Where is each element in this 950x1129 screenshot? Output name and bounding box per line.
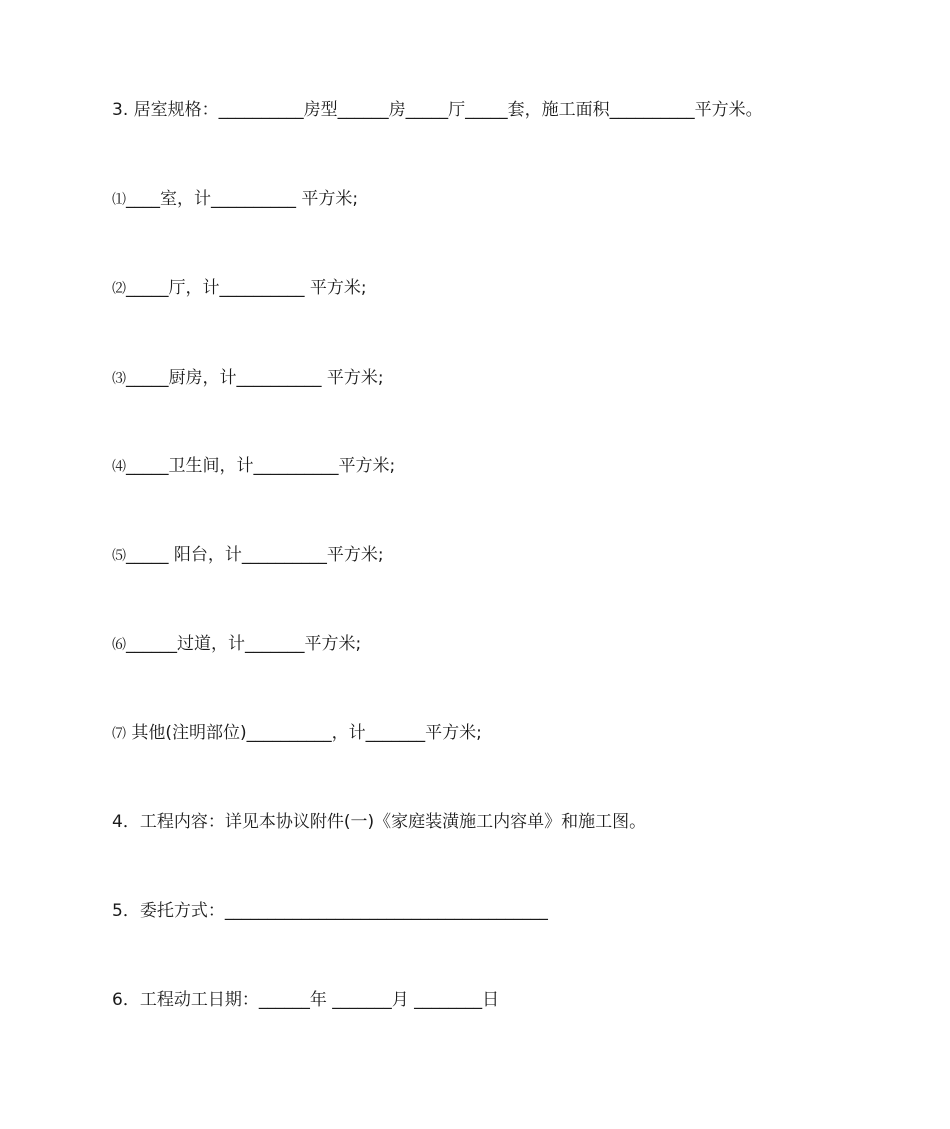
item-text: ____室，计__________ 平方米; bbox=[126, 189, 359, 209]
item-number: ⑴ bbox=[112, 192, 126, 208]
item-number: ⑺ bbox=[112, 726, 126, 742]
room-item-7 bbox=[112, 722, 482, 744]
commission-method-line bbox=[112, 900, 548, 922]
item-text: _____厅，计__________ 平方米; bbox=[126, 278, 367, 298]
project-content-text: 4．工程内容：详见本协议附件(一)《家庭装潢施工内容单》和施工图。 bbox=[112, 812, 647, 832]
project-content-line bbox=[112, 811, 646, 833]
item-text: _____ 阳台，计__________平方米; bbox=[126, 545, 384, 565]
item-text: _____厨房，计__________ 平方米; bbox=[126, 368, 384, 388]
room-item-5 bbox=[112, 544, 384, 566]
room-item-4 bbox=[112, 455, 395, 477]
item-number: ⑷ bbox=[112, 459, 126, 475]
item-number: ⑹ bbox=[112, 637, 126, 653]
start-date-text: 6．工程动工日期：______年 _______月 ________日 bbox=[112, 990, 500, 1010]
item-number: ⑵ bbox=[112, 281, 126, 297]
room-spec-text: 3. 居室规格：__________房型______房_____厅_____套，施工面积__________平方米。 bbox=[112, 100, 763, 120]
item-text: _____卫生间，计__________平方米; bbox=[126, 456, 396, 476]
commission-method-text: 5．委托方式：______________________________________ bbox=[112, 901, 548, 921]
room-item-6 bbox=[112, 633, 361, 655]
item-text: ______过道，计_______平方米; bbox=[126, 634, 362, 654]
room-item-2 bbox=[112, 277, 367, 299]
room-spec-line bbox=[112, 99, 763, 121]
room-item-1 bbox=[112, 188, 358, 210]
item-text: 其他(注明部位)__________，计_______平方米; bbox=[126, 723, 482, 743]
item-number: ⑸ bbox=[112, 548, 126, 564]
start-date-line bbox=[112, 989, 499, 1011]
item-number: ⑶ bbox=[112, 371, 126, 387]
room-item-3 bbox=[112, 367, 384, 389]
